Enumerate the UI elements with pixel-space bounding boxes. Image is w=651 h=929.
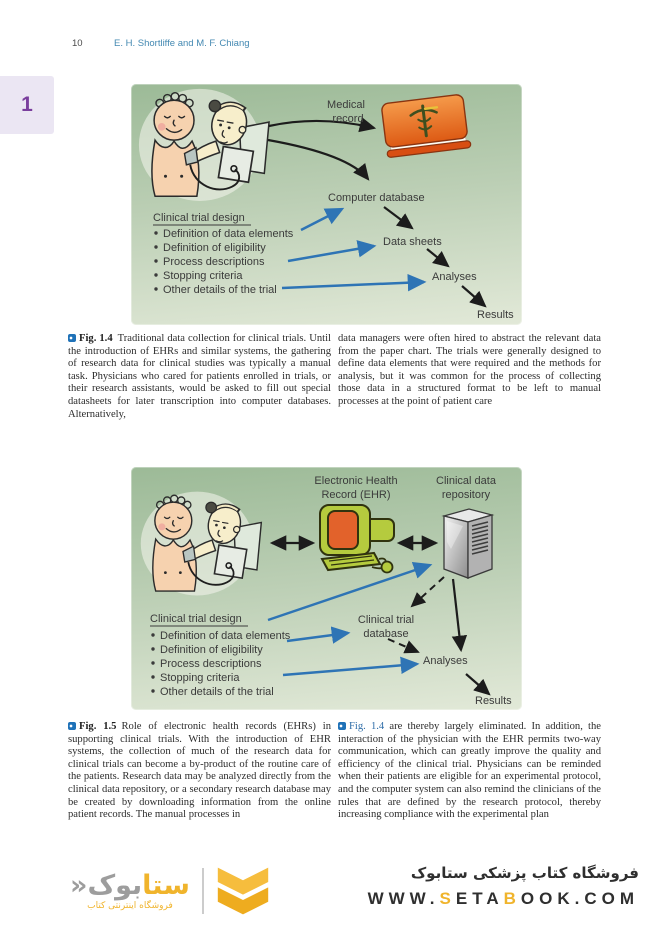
bullet-dot <box>151 633 154 636</box>
trial-design-title: Clinical trial design <box>153 212 245 224</box>
arrow-analyses-to-results <box>466 674 489 694</box>
url-segment: OOK.COM <box>520 889 639 908</box>
trial-design-item: Definition of data elements <box>160 630 291 642</box>
url-segment: ETA <box>455 889 504 908</box>
figure-marker-icon <box>68 722 76 730</box>
footer-brand-text <box>368 864 639 909</box>
bullet-dot <box>151 661 154 664</box>
bullet-dot <box>151 675 154 678</box>
arrow-design-to-database <box>301 209 342 230</box>
trial-design-list <box>151 630 290 698</box>
figure-marker-icon <box>68 334 76 342</box>
figure-1-5-diagram <box>131 467 522 710</box>
label-analyses: Analyses <box>432 271 477 283</box>
page-number: 10 <box>72 38 83 49</box>
doctor-patient-illustration <box>139 89 269 201</box>
setabook-wordmark <box>70 871 190 912</box>
label-computer-database: Computer database <box>328 192 425 204</box>
trial-design-item: Stopping criteria <box>163 270 243 282</box>
fig5-caption-label: Fig. 1.5 <box>79 721 117 732</box>
trial-design-item: Definition of data elements <box>163 228 294 240</box>
fig4-caption-continuation: data managers were often hired to abstract the relevant data from the paper chart. The trials were generally designed to define data elements that were required and the methods for analysis, but it was common for the process of collecting those data in a structured format to be left to manual processes at the point of patient care <box>338 333 601 407</box>
label-trial-database: Clinical trial <box>357 614 415 626</box>
svg-text:database: database <box>363 628 409 640</box>
arrow-design-to-repository <box>268 565 430 620</box>
chapter-number: 1 <box>21 93 33 116</box>
fig5-caption-left <box>68 721 331 822</box>
arrow-design-to-analyses <box>283 664 417 675</box>
doctor-patient-illustration <box>141 492 262 596</box>
arrow-design-to-analyses <box>282 282 424 288</box>
logo-subtitle: فروشگاه اینترنتی کتاب <box>87 901 173 912</box>
bullet-dot <box>151 689 154 692</box>
footer-watermark <box>0 855 651 929</box>
arrow-repository-to-analyses <box>453 579 461 650</box>
setabook-chevron-icon <box>216 864 270 918</box>
bullet-dot <box>151 647 154 650</box>
arrow-analyses-to-results <box>462 286 485 306</box>
fig5-caption-continuation: are thereby largely eliminated. In addition, the interaction of the physician with the EHR permits two-way communication, which can greatly improve the quality and efficiency of the clinical trial. Physicians can be reminded when their patients are eligible for an experimental protocol, and the computer system can also remind the clinicians of the rules that are defined by the research protocol, thereby increasing compliance with the experimental plan <box>338 721 601 821</box>
url-segment: WWW. <box>367 889 440 908</box>
logo-text-gray: بوک <box>87 869 143 901</box>
label-results: Results <box>477 309 514 321</box>
trial-design-item: Stopping criteria <box>160 672 240 684</box>
arrow-doctor-to-database <box>268 140 368 179</box>
bullet-dot <box>154 287 157 290</box>
bullet-dot <box>154 231 157 234</box>
server-icon <box>444 509 492 578</box>
trial-design-item: Process descriptions <box>163 256 265 268</box>
bullet-dot <box>154 259 157 262</box>
svg-text:repository: repository <box>441 489 491 501</box>
fig5-caption-text: Role of electronic health records (EHRs) in supporting clinical trials. With the introduction of EHR systems, the collection of much of the research data for clinical trials can become a by-product of the routine care of the patients. Research data may be analyzed directly from the clinical data repository, or a secondary research database may be created by downloading information from the online patient records. The manual processes in <box>68 721 331 821</box>
trial-design-item: Definition of eligibility <box>163 242 266 254</box>
fig5-caption-right <box>338 721 601 822</box>
label-repository: Clinical data <box>436 475 496 487</box>
trial-design-item: Process descriptions <box>160 658 262 670</box>
trial-design-title: Clinical trial design <box>150 613 242 625</box>
arrow-database-to-datasheets <box>384 207 412 228</box>
figure-marker-icon <box>338 722 346 730</box>
fig4-caption-right <box>338 333 601 409</box>
trial-design-item: Other details of the trial <box>160 686 274 698</box>
setabook-url-link[interactable] <box>368 889 639 909</box>
logo-text-yellow: ستا <box>142 869 190 901</box>
chapter-tab <box>0 76 54 134</box>
trial-design-list <box>154 228 293 296</box>
arrow-repository-to-trialdb-dashed <box>412 577 444 606</box>
label-results: Results <box>475 695 512 707</box>
arrow-trialdb-to-analyses-dashed <box>388 639 418 652</box>
bullet-dot <box>154 245 157 248</box>
label-medical-record: Medical <box>327 99 365 111</box>
trial-design-item: Definition of eligibility <box>160 644 263 656</box>
fig4-caption-text: Traditional data collection for clinical trials. Until the introduction of EHRs and similar systems, the gathering of research data for clinical studies was typically a manual task. Physicians who cared for patients enrolled in trials, or their research assistants, would be asked to fill out special datasheets for later transcription into computer databases. Alternatively, <box>68 333 331 420</box>
label-data-sheets: Data sheets <box>383 236 442 248</box>
bullet-dot <box>154 273 157 276</box>
label-ehr: Electronic Health <box>314 475 398 487</box>
divider <box>202 868 204 914</box>
fig4-caption-label: Fig. 1.4 <box>79 333 113 344</box>
footer-fa-title: فروشگاه کتاب پزشکی ستابوک <box>410 864 639 882</box>
setabook-logo <box>70 864 270 918</box>
url-segment: B <box>503 889 521 908</box>
trial-design-item: Other details of the trial <box>163 284 277 296</box>
running-head-authors: E. H. Shortliffe and M. F. Chiang <box>114 38 250 49</box>
ehr-computer-icon <box>320 505 394 573</box>
fig4-caption-left <box>68 333 331 421</box>
figure-1-4-diagram <box>131 84 522 325</box>
arrow-design-to-datasheets <box>288 246 374 261</box>
label-analyses: Analyses <box>423 655 468 667</box>
logo-guillemet: « <box>70 869 88 901</box>
svg-text:record: record <box>332 113 364 125</box>
svg-text:Record (EHR): Record (EHR) <box>321 489 391 501</box>
arrow-datasheets-to-analyses <box>427 249 448 266</box>
arrow-design-to-trialdb <box>287 633 348 641</box>
figure-1-4-reference-link[interactable]: Fig. 1.4 <box>349 721 385 732</box>
url-segment: S <box>439 889 456 908</box>
medical-record-book-icon <box>381 94 471 158</box>
